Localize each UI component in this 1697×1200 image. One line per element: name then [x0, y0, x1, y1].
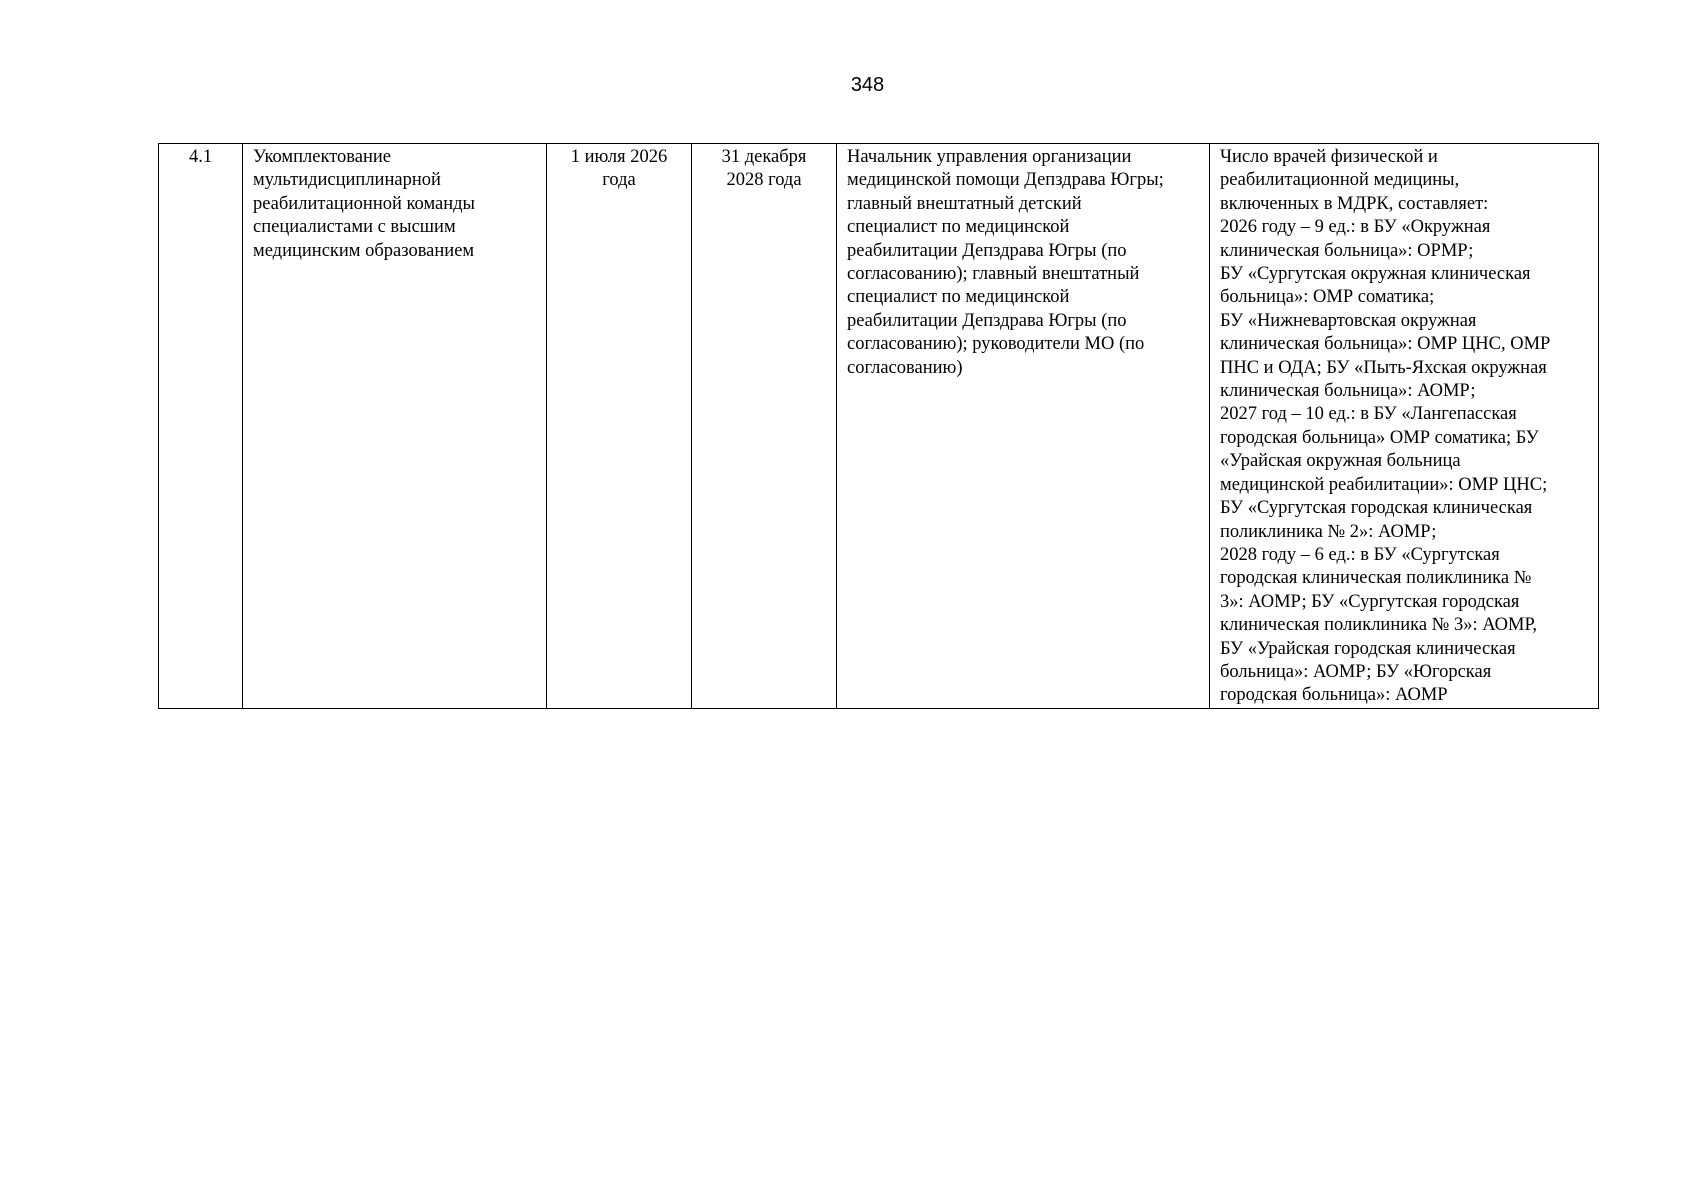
- result-line: БУ «Нижневартовская окружная: [1220, 310, 1477, 331]
- responsible-line: главный внештатный детский: [847, 193, 1082, 214]
- responsible-cell: [837, 144, 1210, 709]
- responsible-line: реабилитации Депздрава Югры (по: [847, 240, 1127, 261]
- measure-line: реабилитационной команды: [253, 193, 475, 214]
- result-line: 3»: АОМР; БУ «Сургутская городская: [1220, 591, 1520, 612]
- plan-table: [158, 143, 1599, 709]
- responsible-line: специалист по медицинской: [847, 217, 1070, 238]
- start-date-cell: [547, 144, 692, 709]
- measure-line: Укомплектование: [253, 147, 392, 167]
- result-line: городская больница»: АОМР: [1220, 685, 1448, 706]
- row-number: 4.1: [188, 147, 213, 167]
- result-line: медицинской реабилитации»: ОМР ЦНС;: [1220, 474, 1548, 495]
- table-row: [159, 144, 1599, 709]
- result-cell: [1210, 144, 1599, 709]
- page-number: 348: [850, 74, 885, 96]
- responsible-line: Начальник управления организации: [847, 147, 1132, 167]
- result-line: поликлиника № 2»: АОМР;: [1220, 521, 1437, 542]
- start-date-line: 1 июля 2026: [570, 147, 668, 167]
- result-line: 2028 году – 6 ед.: в БУ «Сургутская: [1220, 544, 1500, 565]
- result-line: «Урайская окружная больница: [1220, 451, 1461, 472]
- result-line: городская клиническая поликлиника №: [1220, 568, 1532, 589]
- end-date-line: 2028 года: [726, 170, 802, 191]
- result-line: клиническая больница»: ОРМР;: [1220, 240, 1474, 261]
- measure-line: мультидисциплинарной: [253, 170, 441, 191]
- responsible-line: медицинской помощи Депздрава Югры;: [847, 170, 1164, 191]
- result-line: клиническая больница»: ОМР ЦНС, ОМР: [1220, 334, 1551, 355]
- measure-line: медицинским образованием: [253, 240, 475, 261]
- end-date-line: 31 декабря: [721, 147, 807, 167]
- result-line: Число врачей физической и: [1220, 147, 1438, 167]
- responsible-line: согласованию); руководители МО (по: [847, 334, 1145, 355]
- result-line: больница»: ОМР соматика;: [1220, 287, 1435, 308]
- result-line: ПНС и ОДА; БУ «Пыть-Яхская окружная: [1220, 357, 1547, 378]
- responsible-line: реабилитации Депздрава Югры (по: [847, 310, 1127, 331]
- end-date-cell: [692, 144, 837, 709]
- start-date-line: года: [602, 170, 636, 191]
- result-line: городская больница» ОМР соматика; БУ: [1220, 427, 1539, 448]
- result-line: реабилитационной медицины,: [1220, 170, 1460, 191]
- result-line: больница»: АОМР; БУ «Югорская: [1220, 661, 1492, 682]
- result-line: БУ «Урайская городская клиническая: [1220, 638, 1516, 659]
- result-line: 2026 году – 9 ед.: в БУ «Окружная: [1220, 217, 1491, 238]
- measure-cell: [243, 144, 547, 709]
- result-line: клиническая поликлиника № 3»: АОМР,: [1220, 615, 1538, 636]
- result-line: 2027 год – 10 ед.: в БУ «Лангепасская: [1220, 404, 1517, 425]
- responsible-line: согласованию): [847, 357, 963, 378]
- result-line: включенных в МДРК, составляет:: [1220, 193, 1489, 214]
- result-line: БУ «Сургутская окружная клиническая: [1220, 264, 1531, 285]
- row-number-cell: [159, 144, 243, 709]
- responsible-line: специалист по медицинской: [847, 287, 1070, 308]
- responsible-line: согласованию); главный внештатный: [847, 264, 1140, 285]
- measure-line: специалистами с высшим: [253, 217, 456, 238]
- result-line: клиническая больница»: АОМР;: [1220, 381, 1476, 402]
- result-line: БУ «Сургутская городская клиническая: [1220, 498, 1533, 519]
